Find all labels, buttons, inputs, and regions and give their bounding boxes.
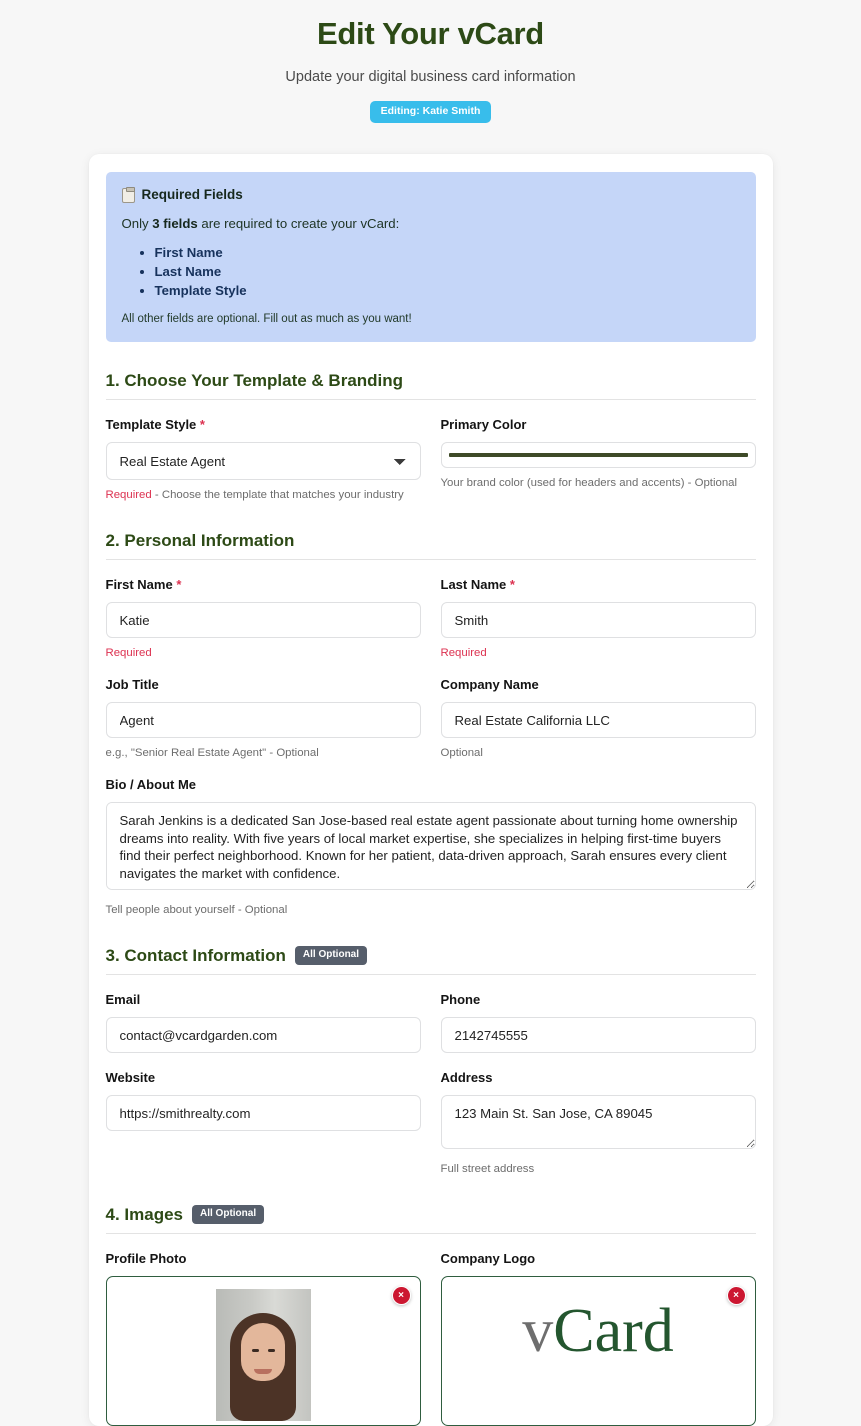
field-bio [106,777,756,917]
page-title: Edit Your vCard [317,16,544,51]
profile-photo-image [216,1289,311,1421]
required-asterisk: * [199,417,205,432]
remove-profile-photo-button[interactable]: × [392,1286,411,1305]
remove-company-logo-button[interactable]: × [727,1286,746,1305]
last-name-label [441,577,756,593]
section-template-branding [106,370,756,502]
company-logo-preview[interactable] [441,1276,756,1426]
form-row [106,777,756,917]
portrait-eye-left [252,1349,259,1352]
primary-color-label: Primary Color [440,417,527,432]
list-item: • First Name [155,243,740,262]
phone-label: Phone [440,992,481,1007]
company-logo-label: Company Logo [440,1251,536,1266]
page-header [0,0,861,123]
logo-letter-v: v [522,1297,554,1365]
edit-vcard-form-card [89,154,773,1426]
clipboard-icon [122,188,135,203]
primary-color-input[interactable] [441,442,756,468]
form-row [106,992,756,1053]
first-name-label [106,577,421,593]
address-textarea[interactable] [441,1095,756,1149]
field-company-name [441,677,756,760]
company-name-help: Optional [440,747,483,759]
bio-textarea[interactable] [106,802,756,890]
field-company-logo [441,1251,756,1426]
page-subtitle: Update your digital business card information [285,69,576,85]
all-optional-badge: All Optional [295,946,367,965]
template-style-label-text: Template Style [105,417,197,432]
job-title-help: e.g., "Senior Real Estate Agent" - Optional [105,747,319,759]
required-tag: Required [105,489,152,501]
primary-color-help: Your brand color (used for headers and accents) - Optional [440,477,738,489]
form-row [106,677,756,760]
field-first-name [106,577,421,660]
list-item: • Template Style [155,281,740,300]
section-title: 2. Personal Information [105,531,295,550]
section-header [106,945,756,975]
section-personal-information [106,530,756,917]
logo-text-card: Card [553,1297,674,1365]
company-logo-image [522,1299,674,1363]
editing-status-badge: Editing: Katie Smith [370,101,492,123]
required-fields-info-box [106,172,756,342]
last-name-label-text: Last Name [440,577,507,592]
field-phone [441,992,756,1053]
field-template-style [106,417,421,502]
phone-input[interactable] [441,1017,756,1053]
bio-label: Bio / About Me [105,777,197,792]
first-name-label-text: First Name [105,577,173,592]
job-title-input[interactable] [106,702,421,738]
form-row [106,1070,756,1176]
info-box-title: Required Fields [141,187,243,202]
first-name-required-note: Required [105,647,152,659]
field-email [106,992,421,1053]
profile-photo-preview[interactable] [106,1276,421,1426]
template-style-label [106,417,421,433]
template-style-help [106,488,421,502]
field-last-name [441,577,756,660]
email-label: Email [105,992,141,1007]
info-lead-prefix: Only [121,216,153,231]
all-optional-badge: All Optional [192,1205,264,1224]
address-help: Full street address [440,1163,535,1175]
template-style-select[interactable] [106,442,421,480]
color-swatch [449,453,748,457]
section-title: 4. Images [105,1205,183,1224]
portrait-eye-right [268,1349,275,1352]
field-job-title [106,677,421,760]
section-contact-information [106,945,756,1176]
portrait-mouth [254,1369,272,1374]
field-profile-photo [106,1251,421,1426]
company-name-label: Company Name [440,677,539,692]
last-name-input[interactable] [441,602,756,638]
website-input[interactable] [106,1095,421,1131]
field-primary-color [441,417,756,502]
form-row [106,577,756,660]
form-row [106,417,756,502]
company-name-input[interactable] [441,702,756,738]
field-website [106,1070,421,1176]
info-lead-suffix: are required to create your vCard: [197,216,400,231]
required-asterisk: * [509,577,515,592]
required-fields-list [122,243,740,300]
section-title: 1. Choose Your Template & Branding [105,371,404,390]
section-header [106,1204,756,1234]
form-row [106,1251,756,1426]
section-title: 3. Contact Information [105,946,286,965]
info-lead-strong: 3 fields [152,216,198,231]
template-style-help-rest: - Choose the template that matches your industry [151,489,404,501]
first-name-input[interactable] [106,602,421,638]
info-box-lead [122,215,740,232]
website-label: Website [105,1070,156,1085]
list-item: • Last Name [155,262,740,281]
profile-photo-label: Profile Photo [105,1251,187,1266]
section-images [106,1204,756,1426]
last-name-required-note: Required [440,647,487,659]
job-title-label: Job Title [105,677,159,692]
info-box-footer: All other fields are optional. Fill out as much as you want! [121,313,412,325]
required-asterisk: * [176,577,182,592]
address-label: Address [440,1070,493,1085]
email-input[interactable] [106,1017,421,1053]
section-header [106,370,756,400]
info-box-title-row [122,187,740,203]
field-address [441,1070,756,1176]
bio-help: Tell people about yourself - Optional [105,904,288,916]
section-header [106,530,756,560]
